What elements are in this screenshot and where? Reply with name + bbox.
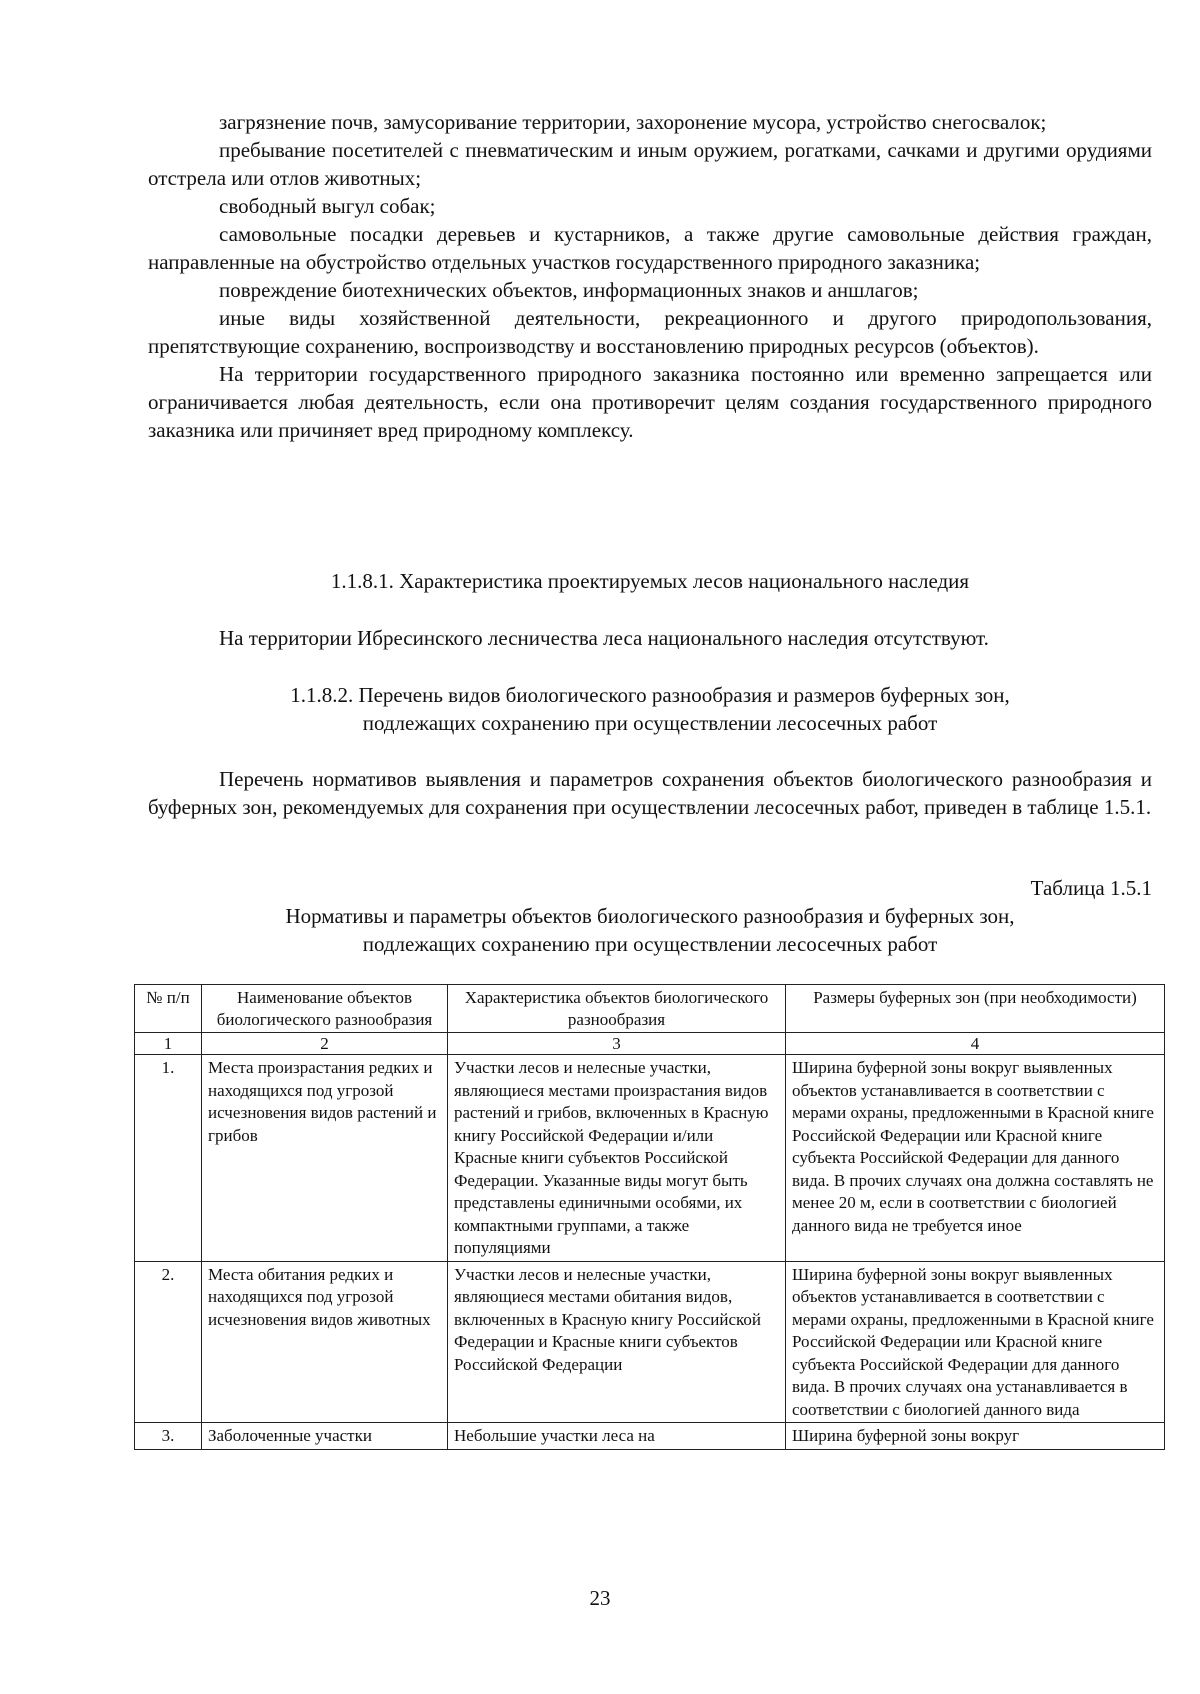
table-row	[135, 1423, 1165, 1450]
row-name: Заболоченные участки	[202, 1423, 448, 1450]
table-number: Таблица 1.5.1	[1030, 876, 1152, 900]
page-number: 23	[589, 1586, 611, 1610]
row-number: 3.	[135, 1423, 202, 1450]
row-characteristic: Участки лесов и нелесные участки, являющиеся местами произрастания видов растений и грибов, включенных в Красную книгу Российской Федерации и/или Красные книги субъектов Российской Федерации. Указанные виды могут быть представлены единичными особями, их компактными группами, а также популяциями	[448, 1055, 786, 1262]
section-1181-text	[148, 624, 1152, 652]
row-characteristic: Небольшие участки леса на	[448, 1423, 786, 1450]
paragraph: свободный выгул собак;	[219, 194, 436, 218]
column-index: 3	[448, 1033, 786, 1055]
column-index: 2	[202, 1033, 448, 1055]
row-buffer: Ширина буферной зоны вокруг выявленных объектов устанавливается в соответствии с мерами охраны, предложенными в Красной книге Российской Федерации или Красной книге субъекта Российской Федерации для данного вида. В прочих случаях она должна составлять не менее 20 м, если в соответствии с биологией данного вида не требуется иное	[786, 1055, 1165, 1262]
paragraph: На территории Ибресинского лесничества леса национального наследия отсутствуют.	[219, 626, 989, 650]
row-characteristic: Участки лесов и нелесные участки, являющиеся местами обитания видов, включенных в Красную книгу Российской Федерации и Красные книги субъектов Российской Федерации	[448, 1261, 786, 1423]
row-buffer: Ширина буферной зоны вокруг	[786, 1423, 1165, 1450]
table-header-row	[135, 985, 1165, 1033]
section-heading-1181: 1.1.8.1. Характеристика проектируемых лесов национального наследия	[330, 569, 970, 593]
paragraph: повреждение биотехнических объектов, информационных знаков и аншлагов;	[219, 278, 919, 302]
norms-table	[134, 984, 1165, 1450]
paragraph: На территории государственного природного заказника постоянно или временно запрещается или ограничивается любая деятельность, если она противоречит целям создания государственного природного заказника или причиняет вред природному комплексу.	[148, 362, 1152, 442]
paragraph: пребывание посетителей с пневматическим и иным оружием, рогатками, сачками и другими орудиями отстрела или отлов животных;	[148, 138, 1152, 190]
header-number: № п/п	[135, 985, 202, 1033]
column-index: 1	[135, 1033, 202, 1055]
section-1182-text	[148, 765, 1152, 821]
paragraph: иные виды хозяйственной деятельности, рекреационного и другого природопользования, препятствующие сохранению, воспроизводству и восстановлению природных ресурсов (объектов).	[148, 306, 1152, 358]
paragraph: самовольные посадки деревьев и кустарников, а также другие самовольные действия граждан, направленные на обустройство отдельных участков государственного природного заказника;	[148, 222, 1152, 274]
row-number: 2.	[135, 1261, 202, 1423]
section-heading-1182-line2: подлежащих сохранению при осуществлении лесосечных работ	[362, 711, 938, 735]
paragraph: Перечень нормативов выявления и параметров сохранения объектов биологического разнообразия и буферных зон, рекомендуемых для сохранения при осуществлении лесосечных работ, приведен в таблице 1.5.1.	[148, 767, 1152, 819]
intro-text	[148, 108, 1152, 444]
row-buffer: Ширина буферной зоны вокруг выявленных объектов устанавливается в соответствии с мерами охраны, предложенными в Красной книге Российской Федерации или Красной книге субъекта Российской Федерации для данного вида. В прочих случаях она устанавливается в соответствии с биологией данного вида	[786, 1261, 1165, 1423]
header-buffer: Размеры буферных зон (при необходимости)	[786, 985, 1165, 1033]
section-heading-1182-line1: 1.1.8.2. Перечень видов биологического разнообразия и размеров буферных зон,	[290, 683, 1010, 707]
row-name: Места произрастания редких и находящихся под угрозой исчезновения видов растений и грибов	[202, 1055, 448, 1262]
row-number: 1.	[135, 1055, 202, 1262]
table-row	[135, 1055, 1165, 1262]
column-index: 4	[786, 1033, 1165, 1055]
row-name: Места обитания редких и находящихся под угрозой исчезновения видов животных	[202, 1261, 448, 1423]
header-characteristic: Характеристика объектов биологического разнообразия	[448, 985, 786, 1033]
table-row	[135, 1261, 1165, 1423]
paragraph: загрязнение почв, замусоривание территории, захоронение мусора, устройство снегосвалок;	[219, 110, 1047, 134]
table-title-line1: Нормативы и параметры объектов биологического разнообразия и буферных зон,	[285, 904, 1015, 928]
table-title-line2: подлежащих сохранению при осуществлении лесосечных работ	[362, 932, 938, 956]
header-name: Наименование объектов биологического разнообразия	[202, 985, 448, 1033]
column-index-row	[135, 1033, 1165, 1055]
